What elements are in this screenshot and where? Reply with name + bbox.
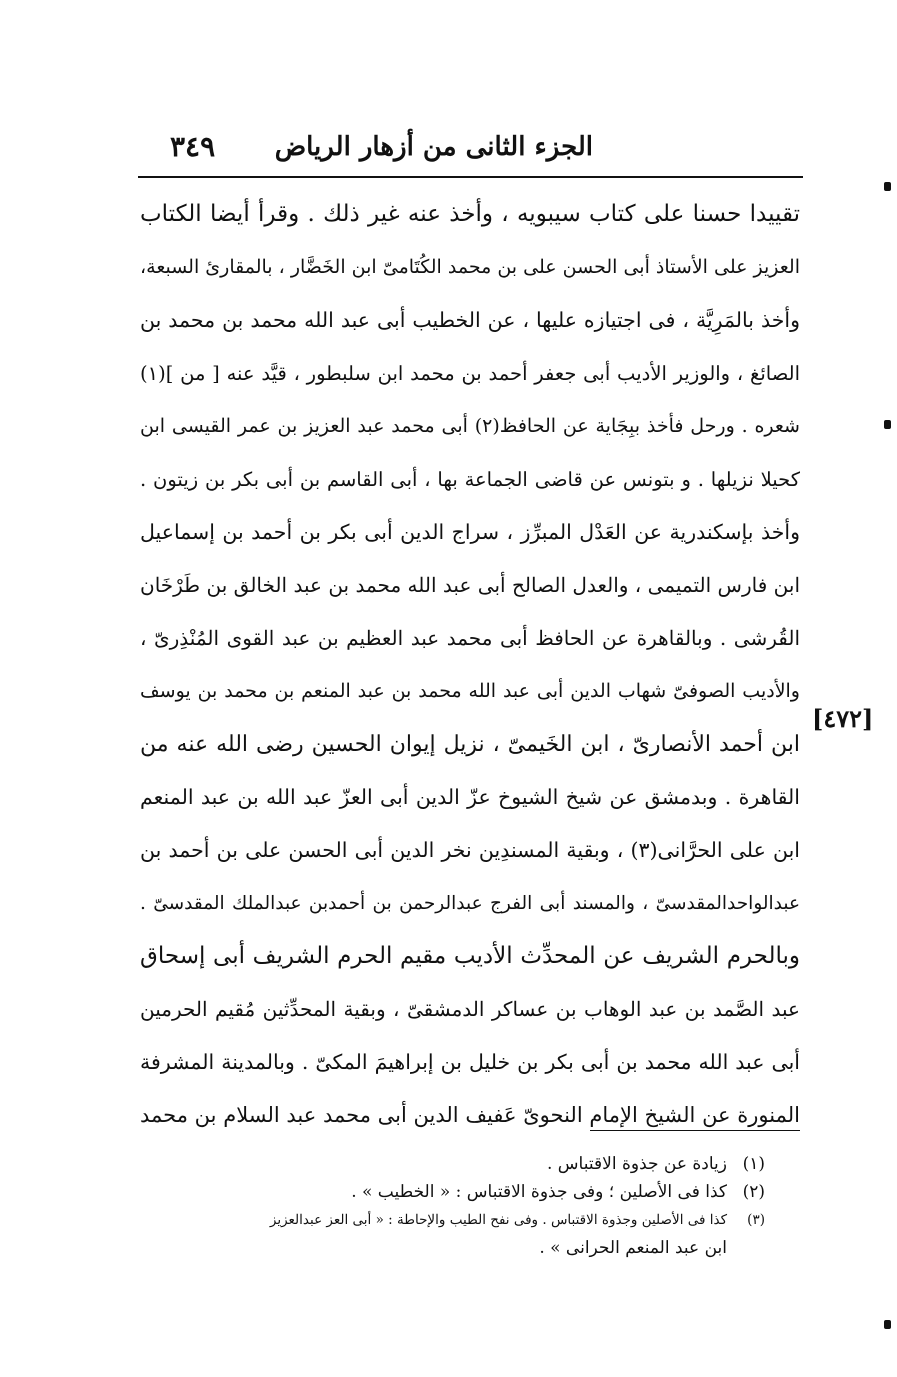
text-line: شعره . ورحل فأخذ ببِجَاية عن الحافظ(٢) أبى محمد عبد العزيز بن عمر القيسى ابن	[140, 415, 800, 437]
footnote-marker: (١)	[742, 1154, 765, 1174]
text-line: القاهرة . وبدمشق عن شيخ الشيوخ عزّ الدين أبى العزّ عبد الله بن عبد المنعم	[140, 785, 800, 809]
margin-page-reference: [٤٧٢]	[812, 704, 874, 733]
scan-mark	[884, 182, 891, 191]
text-line: عبدالواحدالمقدسىّ ، والمسند أبى الفرج عبدالرحمن بن أحمدبن عبدالملك المقدسىّ .	[140, 893, 800, 914]
footnote	[260, 1150, 765, 1178]
text-line: العزيز على الأستاذ أبى الحسن على بن محمد الكُتَامىّ ابن الخَضَّار ، بالمقارئ السبعة،	[140, 256, 800, 278]
text-line: والأديب الصوفىّ شهاب الدين أبى عبد الله محمد بن عبد المنعم بن محمد بن يوسف	[140, 680, 800, 702]
page-number: ٣٤٩	[170, 130, 216, 163]
text-line: المنورة عن الشيخ الإمام النحوىّ عَفيف الدين أبى محمد عبد السلام بن محمد	[140, 1103, 800, 1127]
footnote-marker: (٣)	[747, 1212, 765, 1228]
text-line: الصائغ ، والوزير الأديب أبى جعفر أحمد بن محمد ابن سلبطور ، قيَّد عنه [ من ](١)	[140, 362, 800, 385]
footnote	[260, 1206, 765, 1234]
header-divider	[138, 176, 803, 178]
footnote-divider	[590, 1130, 800, 1131]
text-line: ابن أحمد الأنصارىّ ، ابن الخَيمىّ ، نزيل إيوان الحسين رضى الله عنه من	[140, 732, 800, 757]
scan-mark	[884, 1320, 891, 1329]
text-line: وبالحرم الشريف عن المحدِّث الأديب مقيم الحرم الشريف أبى إسحاق	[140, 943, 800, 969]
footnote	[260, 1178, 765, 1206]
text-line: ابن فارس التميمى ، والعدل الصالح أبى عبد الله محمد بن عبد الخالق بن طَرْخَان	[140, 573, 800, 597]
running-title: الجزء الثانى من أزهار الرياض	[274, 132, 593, 162]
footnote-marker: (٢)	[742, 1182, 765, 1202]
footnotes	[260, 1150, 765, 1262]
body-text	[140, 188, 800, 1142]
text-line: كحيلا نزيلها . و بتونس عن قاضى الجماعة بها ، أبى القاسم بن أبى بكر بن زيتون .	[140, 468, 800, 491]
running-header	[138, 128, 803, 174]
scan-mark	[884, 420, 891, 429]
text-line: وأخذ بإسكندرية عن العَدْل المبرِّز ، سراج الدين أبى بكر بن أحمد بن إسماعيل	[140, 520, 800, 544]
footnote-text: زيادة عن جذوة الاقتباس .	[547, 1154, 727, 1174]
text-line: عبد الصَّمد بن عبد الوهاب بن عساكر الدمشقىّ ، وبقية المحدِّثين مُقيم الحرمين	[140, 997, 800, 1021]
text-line: وأخذ بالمَرِيَّة ، فى اجتيازه عليها ، عن الخطيب أبى عبد الله محمد بن محمد بن	[140, 308, 800, 332]
text-line: أبى عبد الله محمد بن أبى بكر بن خليل بن إبراهيمَ المكىّ . وبالمدينة المشرفة	[140, 1050, 800, 1074]
text-line: القُرشى . وبالقاهرة عن الحافظ أبى محمد عبد العظيم بن عبد القوى المُنْذِرىّ ،	[140, 626, 800, 650]
text-line: ابن على الحرَّانى(٣) ، وبقية المسندِين نخر الدين أبى الحسن على بن أحمد بن	[140, 838, 800, 862]
text-line: تقييدا حسنا على كتاب سيبويه ، وأخذ عنه غير ذلك . وقرأ أيضا الكتاب	[140, 201, 800, 227]
footnote-text: كذا فى الأصلين وجذوة الاقتباس . وفى نفح الطيب والإحاطة : « أبى العز عبدالعزيز	[269, 1212, 727, 1228]
footnote-text: كذا فى الأصلين ؛ وفى جذوة الاقتباس : « الخطيب » .	[351, 1182, 727, 1202]
footnote-continuation: ابن عبد المنعم الحرانى » .	[539, 1238, 727, 1258]
